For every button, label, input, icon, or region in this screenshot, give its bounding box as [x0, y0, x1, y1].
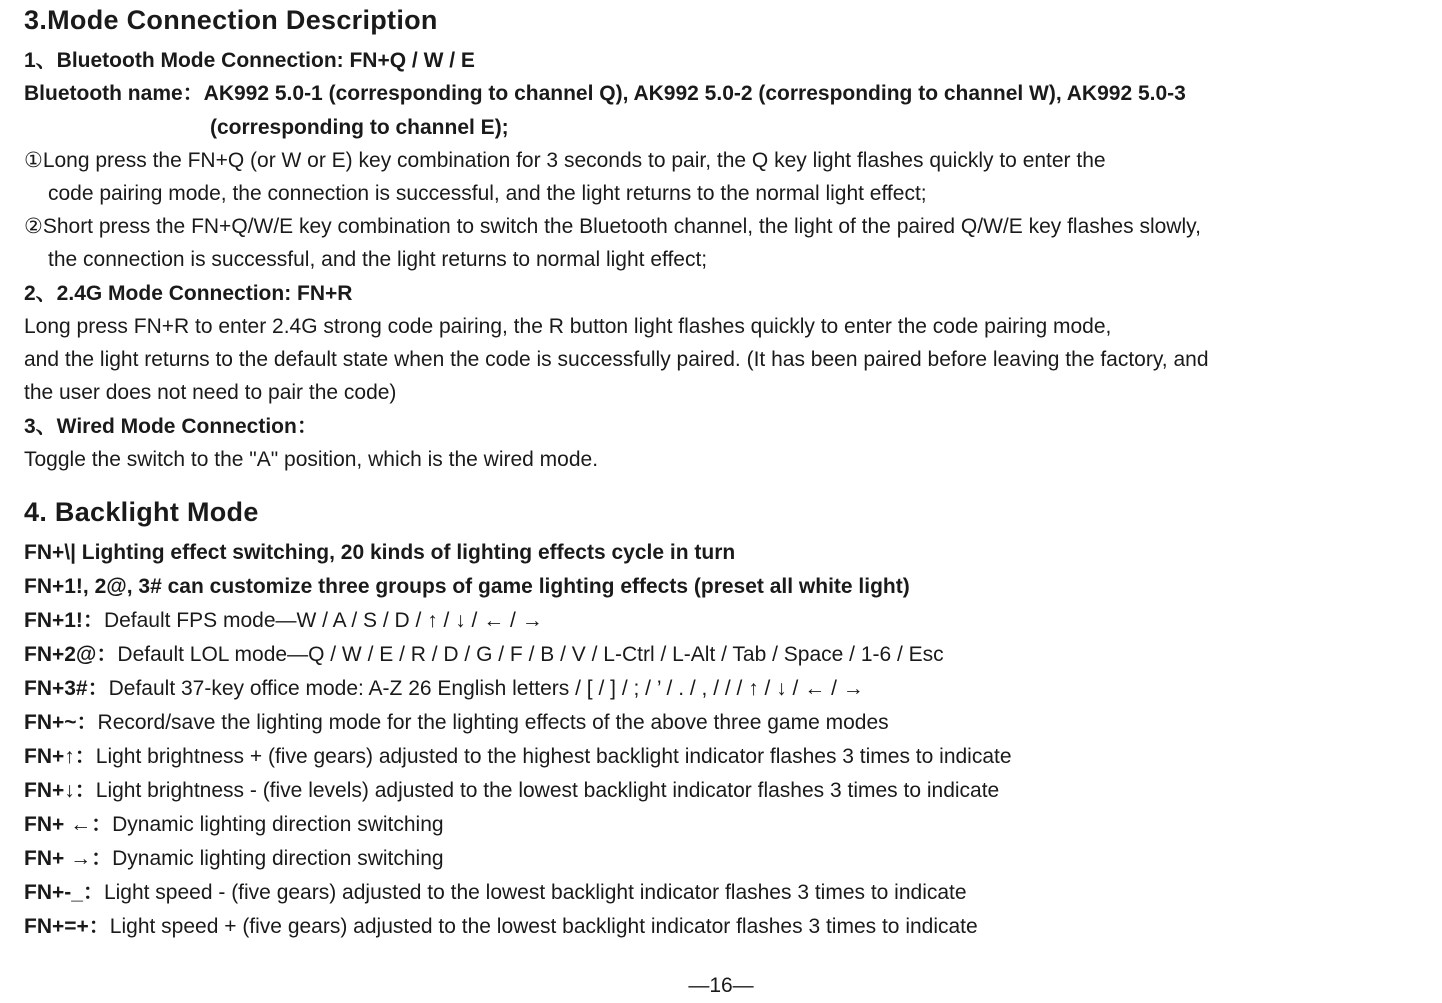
page-number: —16— — [688, 974, 754, 997]
g24-line-1: Long press FN+R to enter 2.4G strong code pairing, the R button light flashes quickly to enter the code pairing mode, — [24, 315, 1112, 338]
backlight-key: FN+↓： — [24, 779, 96, 802]
g24-line-2: and the light returns to the default state when the code is successfully paired. (It has been paired before leaving the factory, and — [24, 348, 1209, 371]
g24-heading: 2、2.4G Mode Connection: FN+R — [24, 282, 353, 305]
backlight-line — [24, 539, 735, 567]
backlight-key: FN+3#： — [24, 677, 109, 700]
bluetooth-name-line-2: (corresponding to channel E); — [210, 116, 509, 139]
bluetooth-step-2-line-1: ②Short press the FN+Q/W/E key combination to switch the Bluetooth channel, the light of the paired Q/W/E key flashes slowly, — [24, 215, 1201, 238]
backlight-line — [24, 607, 543, 635]
section-3-title: 3.Mode Connection Description — [24, 5, 438, 35]
backlight-line — [24, 641, 944, 669]
backlight-line — [24, 811, 444, 839]
backlight-text: Light brightness - (five levels) adjusted to the lowest backlight indicator flashes 3 times to indicate — [95, 779, 1000, 802]
backlight-line — [24, 777, 999, 805]
backlight-line — [24, 743, 1012, 771]
backlight-text: Record/save the lighting mode for the lighting effects of the above three game modes — [97, 711, 889, 734]
backlight-text: Dynamic lighting direction switching — [112, 813, 444, 836]
backlight-text: FN+1!, 2@, 3# can customize three groups of game lighting effects (preset all white light) — [24, 575, 910, 598]
backlight-line — [24, 573, 910, 601]
backlight-key: FN+ ←： — [24, 813, 113, 836]
bluetooth-heading: 1、Bluetooth Mode Connection: FN+Q / W / E — [24, 49, 475, 72]
bluetooth-step-1-line-2: code pairing mode, the connection is successful, and the light returns to the normal light effect; — [48, 182, 927, 205]
backlight-line — [24, 845, 444, 873]
wired-heading: 3、Wired Mode Connection： — [24, 415, 318, 438]
backlight-key: FN+2@： — [24, 643, 118, 666]
section-4-title: 4. Backlight Mode — [24, 497, 259, 527]
backlight-key: FN+=+： — [24, 915, 110, 938]
backlight-key: FN+~： — [24, 711, 98, 734]
backlight-key: FN+1!： — [24, 609, 104, 632]
backlight-key: FN+ →： — [24, 847, 113, 870]
backlight-text: Default FPS mode—W / A / S / D / ↑ / ↓ / ← / → — [103, 609, 543, 632]
backlight-line — [24, 879, 967, 907]
backlight-text: Light speed + (five gears) adjusted to the lowest backlight indicator flashes 3 times to indicate — [109, 915, 978, 938]
bluetooth-name-line-1: Bluetooth name：AK992 5.0-1 (corresponding to channel Q), AK992 5.0-2 (corresponding to channel W), AK992 5.0-3 — [24, 82, 1186, 105]
backlight-line — [24, 675, 864, 703]
backlight-text: Default 37-key office mode: A-Z 26 English letters / [ / ] / ; / ’ / . / , / / / ↑ / ↓ / ← / → — [108, 677, 864, 700]
backlight-text: Light brightness + (five gears) adjusted to the highest backlight indicator flashes 3 times to indicate — [95, 745, 1012, 768]
backlight-text: Dynamic lighting direction switching — [112, 847, 444, 870]
backlight-text: Default LOL mode—Q / W / E / R / D / G / F / B / V / L-Ctrl / L-Alt / Tab / Space / 1-6 / Esc — [117, 643, 944, 666]
backlight-line — [24, 913, 978, 941]
wired-line: Toggle the switch to the "A" position, which is the wired mode. — [24, 448, 599, 471]
backlight-key: FN+↑： — [24, 745, 96, 768]
bluetooth-step-1-line-1: ①Long press the FN+Q (or W or E) key combination for 3 seconds to pair, the Q key light flashes quickly to enter the — [24, 149, 1106, 172]
bluetooth-step-2-line-2: the connection is successful, and the light returns to normal light effect; — [48, 248, 708, 271]
backlight-key: FN+-_： — [24, 881, 104, 904]
backlight-line — [24, 709, 889, 737]
backlight-text: Light speed - (five gears) adjusted to the lowest backlight indicator flashes 3 times to indicate — [103, 881, 967, 904]
g24-line-3: the user does not need to pair the code) — [24, 381, 397, 404]
backlight-text: FN+\| Lighting effect switching, 20 kinds of lighting effects cycle in turn — [24, 541, 736, 564]
